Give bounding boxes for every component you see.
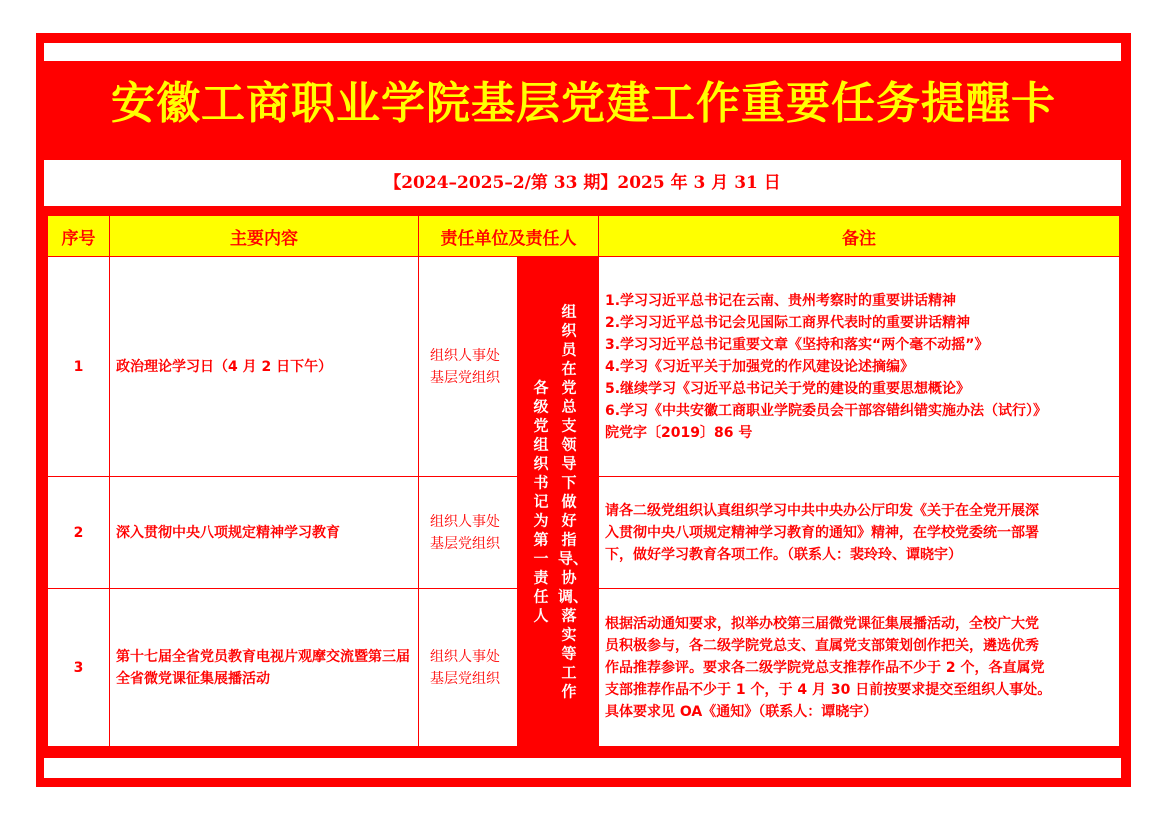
reminder-card — [36, 33, 1131, 787]
row-notes — [599, 477, 1120, 589]
row-responsible-unit — [419, 257, 518, 477]
note-line: 6.学习《中共安徽工商职业学院委员会干部容错纠错实施办法（试行）》 — [605, 402, 1048, 419]
responsible-vertical-col1: 组织员在党总支领导下做好指导、协调、落实等工作 — [558, 302, 589, 700]
row-index: 2 — [48, 477, 110, 589]
header-responsible: 责任单位及责任人 — [419, 216, 599, 257]
note-line: 员积极参与，各二级学院党总支、直属党支部策划创作把关，遴选优秀 — [605, 637, 1039, 654]
issue-line: 【2024–2025–2/第 33 期】2025 年 3 月 31 日 — [44, 160, 1121, 206]
header-content: 主要内容 — [110, 216, 419, 257]
table-header-row — [48, 216, 1120, 257]
row-content: 深入贯彻中央八项规定精神学习教育 — [110, 477, 419, 589]
table-row — [48, 257, 1120, 477]
bottom-white-strip — [44, 758, 1121, 778]
unit-line: 组织人事处 — [430, 347, 500, 364]
task-table — [47, 215, 1120, 747]
card-title: 安徽工商职业学院基层党建工作重要任务提醒卡 — [111, 78, 1056, 129]
responsible-person-cell — [518, 257, 599, 747]
note-line: 2.学习习近平总书记会见国际工商界代表时的重要讲话精神 — [605, 314, 971, 331]
unit-line: 组织人事处 — [430, 513, 500, 530]
note-line: 4.学习《习近平关于加强党的作风建设论述摘编》 — [605, 358, 915, 375]
row-responsible-unit — [419, 589, 518, 747]
row-content: 第十七届全省党员教育电视片观摩交流暨第三届全省微党课征集展播活动 — [110, 589, 419, 747]
row-content: 政治理论学习日（4 月 2 日下午） — [110, 257, 419, 477]
unit-line: 基层党组织 — [430, 369, 500, 386]
unit-line: 组织人事处 — [430, 648, 500, 665]
note-line: 作品推荐参评。要求各二级学院党总支推荐作品不少于 2 个，各直属党 — [605, 659, 1045, 676]
note-line: 请各二级党组织认真组织学习中共中央办公厅印发《关于在全党开展深 — [605, 502, 1039, 519]
note-line: 根据活动通知要求，拟举办校第三届微党课征集展播活动，全校广大党 — [605, 615, 1039, 632]
responsible-vertical-col2: 各级党组织书记为第一责任人 — [533, 378, 549, 624]
header-notes: 备注 — [599, 216, 1120, 257]
row-index: 1 — [48, 257, 110, 477]
unit-line: 基层党组织 — [430, 535, 500, 552]
note-line: 支部推荐作品不少于 1 个，于 4 月 30 日前按要求提交至组织人事处。 — [605, 681, 1052, 698]
top-white-strip — [44, 43, 1121, 61]
note-line: 院党字〔2019〕86 号 — [605, 424, 753, 441]
row-notes — [599, 589, 1120, 747]
row-index: 3 — [48, 589, 110, 747]
unit-line: 基层党组织 — [430, 670, 500, 687]
note-line: 具体要求见 OA《通知》（联系人：谭晓宇） — [605, 703, 878, 720]
header-index: 序号 — [48, 216, 110, 257]
note-line: 3.学习习近平总书记重要文章《坚持和落实“两个毫不动摇”》 — [605, 336, 989, 353]
row-notes — [599, 257, 1120, 477]
note-line: 1.学习习近平总书记在云南、贵州考察时的重要讲话精神 — [605, 292, 957, 309]
note-line: 入贯彻中央八项规定精神学习教育的通知》精神，在学校党委统一部署 — [605, 524, 1039, 541]
row-responsible-unit — [419, 477, 518, 589]
note-line: 下，做好学习教育各项工作。（联系人：裴玲玲、谭晓宇） — [605, 546, 962, 563]
note-line: 5.继续学习《习近平总书记关于党的建设的重要思想概论》 — [605, 380, 971, 397]
